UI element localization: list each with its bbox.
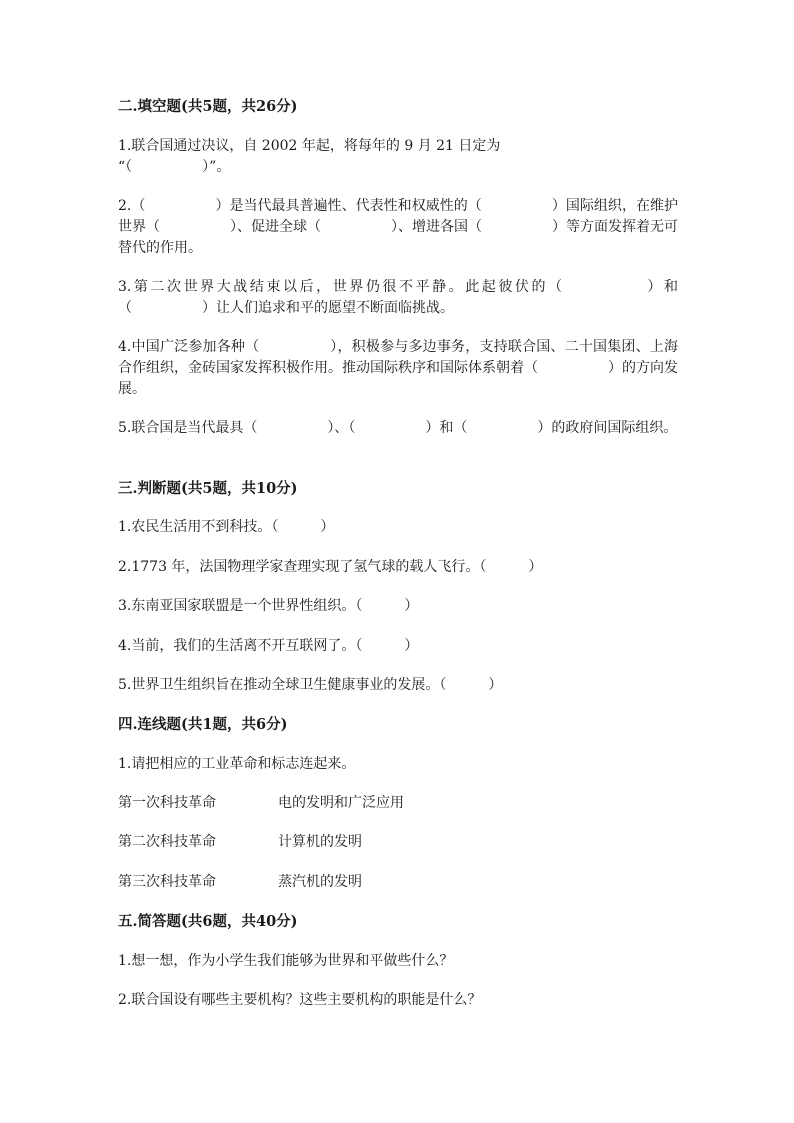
judge-question-3: 3.东南亚国家联盟是一个世界性组织。（ ） — [118, 598, 419, 614]
matching-question-1: 1.请把相应的工业革命和标志连起来。 — [118, 756, 356, 772]
judge-question-2: 2.1773 年，法国物理学家查理实现了氢气球的载人飞行。（ ） — [118, 559, 543, 575]
matching-right-item: 电的发明和广泛应用 — [278, 795, 404, 811]
fill-question-4: 4.中国广泛参加各种（ ），积极参与多边事务，支持联合国、二十国集团、上海合作组织，金砖国家发挥积极作用。推动国际秩序和国际体系朝着（ ）的方向发展。 — [118, 339, 678, 397]
fill-question-1-line-2: “（ ）”。 — [118, 159, 231, 175]
fill-question-1-line-1: 1.联合国通过决议，自 2002 年起，将每年的 9 月 21 日定为 — [118, 138, 501, 154]
short-question-1: 1.想一想，作为小学生我们能够为世界和平做些什么？ — [118, 953, 454, 969]
matching-right-item: 蒸汽机的发明 — [278, 874, 362, 890]
fill-question-5: 5.联合国是当代最具（ ）、（ ）和（ ）的政府间国际组织。 — [118, 420, 678, 436]
fill-question-3: 3.第二次世界大战结束以后，世界仍很不平静。此起彼伏的（ ）和（ ）让人们追求和平的愿望不断面临挑战。 — [118, 279, 678, 316]
matching-left-item: 第二次科技革命 — [118, 834, 216, 850]
judge-question-5: 5.世界卫生组织旨在推动全球卫生健康事业的发展。（ ） — [118, 677, 503, 693]
matching-left-item: 第三次科技革命 — [118, 874, 216, 890]
section-heading-fill-blank: 二.填空题(共5题，共26分) — [118, 98, 298, 115]
short-question-2: 2.联合国设有哪些主要机构？这些主要机构的职能是什么？ — [118, 992, 482, 1008]
judge-question-4: 4.当前，我们的生活离不开互联网了。（ ） — [118, 638, 419, 654]
matching-left-item: 第一次科技革命 — [118, 795, 216, 811]
judge-question-1: 1.农民生活用不到科技。（ ） — [118, 519, 335, 535]
fill-question-2: 2.（ ）是当代最具普遍性、代表性和权威性的（ ）国际组织，在维护世界（ ）、促进全球（ ）、增进各国（ ）等方面发挥着无可替代的作用。 — [118, 198, 678, 256]
matching-right-item: 计算机的发明 — [278, 834, 362, 850]
section-heading-true-false: 三.判断题(共5题，共10分) — [118, 480, 298, 497]
section-heading-short-answer: 五.简答题(共6题，共40分) — [118, 913, 298, 930]
section-heading-matching: 四.连线题(共1题，共6分) — [118, 716, 288, 733]
